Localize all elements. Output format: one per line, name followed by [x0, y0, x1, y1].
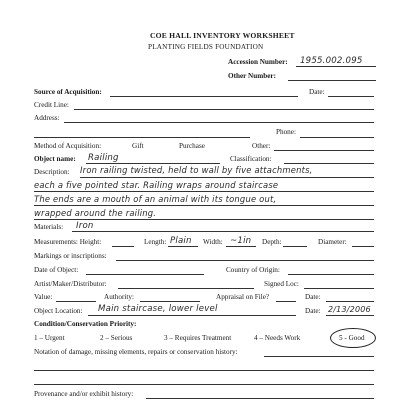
phone-label: Phone:	[276, 128, 296, 136]
form-subtitle: PLANTING FIELDS FOUNDATION	[148, 43, 264, 51]
address-line-1[interactable]	[64, 122, 374, 123]
authority-label: Authority:	[104, 293, 134, 301]
method-option-purchase[interactable]: Purchase	[179, 142, 205, 150]
description-line-3	[34, 205, 374, 206]
signed-line[interactable]	[304, 288, 374, 289]
object-name-value[interactable]: Railing	[88, 153, 119, 163]
provenance-line[interactable]	[146, 398, 374, 399]
address-line-2[interactable]	[34, 137, 250, 138]
classification-label: Classification:	[230, 155, 272, 163]
description-line-1	[80, 177, 374, 178]
description-line-4	[34, 219, 374, 220]
condition-option-3[interactable]: 3 – Requires Treatment	[164, 334, 232, 342]
signed-label: Signed Loc:	[264, 280, 299, 288]
address-label: Address:	[34, 114, 60, 122]
description-label: Description:	[34, 168, 70, 176]
authority-line[interactable]	[140, 301, 200, 302]
location-line[interactable]	[88, 315, 296, 316]
appraisal-date-line[interactable]	[326, 301, 374, 302]
accession-value[interactable]: 1955.002.095	[300, 56, 363, 66]
country-line[interactable]	[288, 274, 374, 275]
object-name-line[interactable]	[86, 163, 220, 164]
length-value[interactable]: Plain	[170, 236, 192, 246]
date-of-object-line[interactable]	[86, 274, 204, 275]
object-name-label: Object name:	[34, 155, 76, 163]
diameter-label: Diameter:	[318, 238, 347, 246]
description-text-1[interactable]: Iron railing twisted, held to wall by five attachments,	[80, 165, 313, 175]
width-label: Width:	[203, 238, 223, 246]
length-label: Length:	[144, 238, 167, 246]
diameter-line[interactable]	[352, 246, 374, 247]
method-option-gift[interactable]: Gift	[132, 142, 144, 150]
description-text-3[interactable]: The ends are a mouth of an animal with its tongue out,	[34, 194, 277, 204]
phone-line[interactable]	[300, 137, 374, 138]
method-label: Method of Acquisition:	[34, 142, 102, 150]
credit-line-line[interactable]	[74, 109, 374, 110]
method-other-line[interactable]	[274, 150, 374, 151]
classification-line[interactable]	[284, 163, 374, 164]
length-line[interactable]	[168, 246, 198, 247]
description-text-2[interactable]: each a five pointed star. Railing wraps around staircase	[34, 180, 279, 190]
condition-selected-circle	[330, 328, 376, 348]
date-of-object-label: Date of Object:	[34, 266, 79, 274]
artist-label: Artist/Maker/Distributor:	[34, 280, 107, 288]
materials-value[interactable]: Iron	[76, 221, 94, 231]
source-label: Source of Acquisition:	[34, 88, 102, 96]
condition-option-2[interactable]: 2 – Serious	[100, 334, 133, 342]
notation-line-2[interactable]	[34, 370, 374, 371]
notation-line-3[interactable]	[34, 384, 374, 385]
source-date-label: Date:	[309, 88, 325, 96]
notation-label: Notation of damage, missing elements, repairs or conservation history:	[34, 348, 238, 356]
artist-line[interactable]	[118, 288, 254, 289]
condition-option-5[interactable]: 5 - Good	[339, 334, 365, 342]
materials-line[interactable]	[72, 231, 374, 232]
credit-line-label: Credit Line:	[34, 101, 69, 109]
provenance-label: Provenance and/or exhibit history:	[34, 390, 134, 398]
description-line-2	[34, 191, 374, 192]
description-text-4[interactable]: wrapped around the railing.	[34, 208, 157, 218]
location-date-label: Date:	[305, 307, 321, 315]
value-line[interactable]	[56, 301, 96, 302]
depth-line[interactable]	[283, 246, 307, 247]
condition-option-4[interactable]: 4 – Needs Work	[254, 334, 301, 342]
location-label: Object Location:	[34, 307, 83, 315]
height-line[interactable]	[112, 246, 134, 247]
markings-line[interactable]	[116, 260, 374, 261]
appraisal-line[interactable]	[276, 301, 296, 302]
accession-line	[296, 66, 376, 67]
width-line[interactable]	[226, 246, 256, 247]
width-value[interactable]: ~1in	[230, 236, 252, 246]
materials-label: Materials:	[34, 223, 64, 231]
method-other-label: Other:	[252, 142, 271, 150]
source-date-line[interactable]	[328, 96, 374, 97]
other-number-line[interactable]	[288, 80, 376, 81]
location-value[interactable]: Main staircase, lower level	[98, 304, 218, 314]
accession-label: Accession Number:	[228, 58, 288, 66]
appraisal-date-label: Date:	[305, 293, 321, 301]
markings-label: Markings or inscriptions:	[34, 252, 107, 260]
country-label: Country of Origin:	[226, 266, 280, 274]
condition-label: Condition/Conservation Priority:	[34, 320, 137, 328]
condition-option-1[interactable]: 1 – Urgent	[34, 334, 65, 342]
other-number-label: Other Number:	[228, 72, 276, 80]
location-date-value[interactable]: 2/13/2006	[328, 305, 371, 314]
source-line[interactable]	[110, 96, 298, 97]
notation-line-1[interactable]	[264, 356, 374, 357]
appraisal-label: Appraisal on File?	[216, 293, 270, 301]
measurements-height-label: Measurements: Height:	[34, 238, 102, 246]
depth-label: Depth:	[262, 238, 282, 246]
location-date-line[interactable]	[326, 315, 374, 316]
value-label: Value:	[34, 293, 53, 301]
form-title: COE HALL INVENTORY WORKSHEET	[150, 31, 295, 40]
